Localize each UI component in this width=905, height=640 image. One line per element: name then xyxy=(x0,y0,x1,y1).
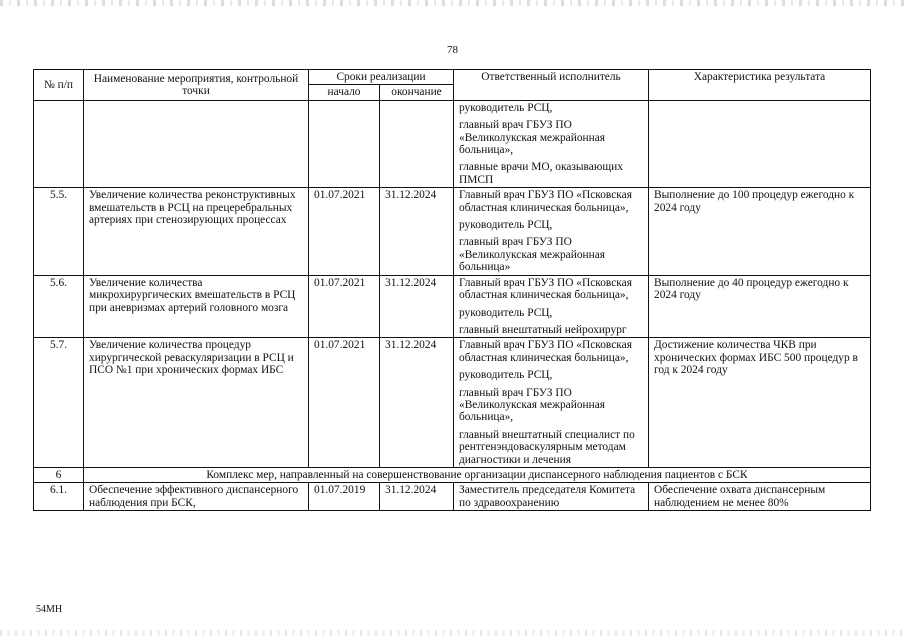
result-cell: Выполнение до 100 процедур ежегодно к 2024 году xyxy=(649,188,871,275)
responsible-line: главный врач ГБУЗ ПО «Великолукская межрайонная больница», xyxy=(459,386,605,424)
responsible-line: руководитель РСЦ, xyxy=(459,306,553,319)
start-date: 01.07.2021 xyxy=(309,188,380,275)
section-number: 6 xyxy=(34,467,84,482)
responsible-cell xyxy=(454,188,649,275)
start-date: 01.07.2019 xyxy=(309,483,380,511)
responsible-line: Главный врач ГБУЗ ПО «Псковская областная клиническая больница», xyxy=(459,339,632,364)
responsible-line: главный врач ГБУЗ ПО «Великолукская межрайонная больница», xyxy=(459,119,605,157)
responsible-cell xyxy=(454,275,649,338)
table-row xyxy=(34,483,871,511)
header-start: начало xyxy=(309,85,380,100)
row-number: 5.6. xyxy=(34,275,84,338)
responsible-line: руководитель РСЦ, xyxy=(459,369,553,382)
end-date: 31.12.2024 xyxy=(380,338,454,468)
responsible-line: главный внештатный специалист по рентгенэндоваскулярным методам диагностики и лечения xyxy=(459,428,635,466)
responsible-line: Главный врач ГБУЗ ПО «Псковская областная клиническая больница», xyxy=(459,189,632,214)
responsible-line: главный внештатный нейрохирург xyxy=(459,323,627,336)
scan-edge-bottom xyxy=(0,630,905,636)
result-cell: Обеспечение охвата диспансерным наблюдением не менее 80% xyxy=(649,483,871,511)
section-title: Комплекс мер, направленный на совершенствование организации диспансерного наблюдения пациентов с БСК xyxy=(84,467,871,482)
table-row xyxy=(34,338,871,468)
row-number: 5.5. xyxy=(34,188,84,275)
responsible-line: главный врач ГБУЗ ПО «Великолукская межрайонная больница» xyxy=(459,236,605,274)
responsible-cell: Заместитель председателя Комитета по здравоохранению xyxy=(454,483,649,511)
header-result: Характеристика результата xyxy=(649,70,871,101)
end-date: 31.12.2024 xyxy=(380,188,454,275)
responsible-line: главные врачи МО, оказывающих ПМСП xyxy=(459,161,623,186)
responsible-cell xyxy=(454,100,649,187)
result-cell: Выполнение до 40 процедур ежегодно к 2024 году xyxy=(649,275,871,338)
table-row xyxy=(34,188,871,275)
responsible-cell xyxy=(454,338,649,468)
table-row-continuation xyxy=(34,100,871,187)
scan-edge-top xyxy=(0,0,905,6)
section-row xyxy=(34,467,871,482)
responsible-line: руководитель РСЦ, xyxy=(459,219,553,232)
measure-name: Увеличение количества реконструктивных вмешательств в РСЦ на прецеребральных артериях при стенозирующих процессах xyxy=(84,188,309,275)
result-cell: Достижение количества ЧКВ при хронических формах ИБС 500 процедур в год к 2024 году xyxy=(649,338,871,468)
header-row-1 xyxy=(34,70,871,85)
end-date: 31.12.2024 xyxy=(380,275,454,338)
responsible-line: руководитель РСЦ, xyxy=(459,101,553,114)
responsible-line: Главный врач ГБУЗ ПО «Псковская областная клиническая больница», xyxy=(459,276,632,302)
header-num: № п/п xyxy=(34,70,84,101)
header-name: Наименование мероприятия, контрольной точки xyxy=(84,70,309,101)
header-timing: Сроки реализации xyxy=(309,70,454,85)
measure-name: Увеличение количества микрохирургических вмешательств в РСЦ при аневризмах артерий головного мозга xyxy=(84,275,309,338)
footer-code: 54МН xyxy=(36,604,63,615)
row-number: 6.1. xyxy=(34,483,84,511)
header-responsible: Ответственный исполнитель xyxy=(454,70,649,101)
row-number: 5.7. xyxy=(34,338,84,468)
measure-name: Обеспечение эффективного диспансерного наблюдения при БСК, xyxy=(84,483,309,511)
start-date: 01.07.2021 xyxy=(309,338,380,468)
measures-table xyxy=(33,69,871,511)
end-date: 31.12.2024 xyxy=(380,483,454,511)
page-number: 78 xyxy=(447,44,458,56)
header-end: окончание xyxy=(380,85,454,100)
measure-name: Увеличение количества процедур хирургической реваскуляризации в РСЦ и ПСО №1 при хронических формах ИБС xyxy=(84,338,309,468)
table-row xyxy=(34,275,871,338)
start-date: 01.07.2021 xyxy=(309,275,380,338)
